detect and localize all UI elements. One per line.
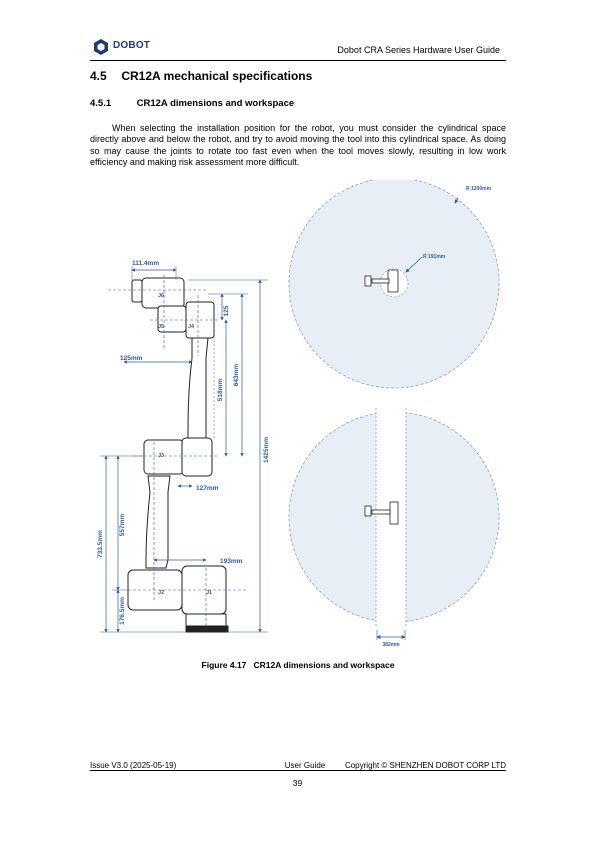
workspace-side-view [289, 408, 499, 648]
dim-125-horizontal-label: 125mm [120, 355, 143, 362]
dim-111-label: 111.4mm [132, 260, 160, 267]
robot-elevation [128, 278, 228, 632]
joint-j3-label: J3 [158, 453, 165, 459]
header-divider [90, 60, 506, 61]
caption-text: CR12A dimensions and workspace [253, 660, 395, 670]
section-title: CR12A mechanical specifications [121, 69, 313, 83]
tool-flange [132, 280, 142, 302]
footer-copyright: Copyright © SHENZHEN DOBOT CORP LTD [344, 761, 506, 770]
outer-radius-label: R 1200mm [466, 186, 492, 192]
logo-text: DOBOT [113, 40, 151, 51]
figure-caption [90, 660, 506, 670]
dim-127-label: 127mm [196, 485, 219, 492]
inner-radius-label: R 191mm [423, 254, 446, 260]
dim-1425-label: 1425mm [263, 436, 270, 464]
dobot-logo [92, 38, 172, 56]
dim-557-label: 557mm [119, 513, 126, 537]
elbow-j3-right [182, 438, 212, 476]
dim-518-label: 518mm [217, 378, 224, 402]
subsection-number: 4.5.1 [90, 98, 112, 109]
section-heading [90, 69, 312, 83]
joint-j6-label: J6 [158, 293, 165, 299]
body-paragraph: When selecting the installation position for the robot, you must consider the cylindrical space directly above and below the robot, and try to avoid moving the tool into this cylindrical space. As doing so may cause the joints to rotate too fast even when the tool moves slowly, resulting in low work efficiency and making risk assessment more difficult. [90, 123, 506, 168]
dim-733-label: 733.5mm [97, 530, 104, 558]
joint-j2-label: J2 [158, 590, 165, 596]
dim-193-label: 193mm [220, 558, 243, 565]
footer-divider [90, 770, 506, 771]
header-title: Dobot CRA Series Hardware User Guide [337, 45, 500, 55]
footer-issue: Issue V3.0 (2025-05-19) [90, 761, 177, 770]
dim-176-label: 176.5mm [119, 597, 126, 625]
page-number: 39 [292, 778, 303, 788]
workspace-top-view [289, 180, 499, 388]
joint-j1-label: J1 [206, 590, 213, 596]
upper-arm-link [146, 476, 170, 568]
base-plate [186, 626, 228, 632]
joint-j5-label: J5 [158, 324, 165, 330]
dobot-logo-icon [92, 38, 110, 56]
dim-643-label: 643mm [233, 363, 240, 387]
subsection-title: CR12A dimensions and workspace [136, 98, 295, 109]
joint-j4-label: J4 [188, 324, 195, 330]
figure-drawing [88, 180, 508, 650]
footer-doc-type: User Guide [284, 761, 326, 770]
section-number: 4.5 [90, 69, 107, 83]
dim-125-vertical-label: 125 [223, 305, 230, 317]
robot-dimensions-figure [88, 180, 508, 650]
cylinder-width-label: 382mm [382, 642, 400, 648]
caption-label: Figure 4.17 [201, 660, 247, 670]
subsection-heading [90, 98, 294, 109]
